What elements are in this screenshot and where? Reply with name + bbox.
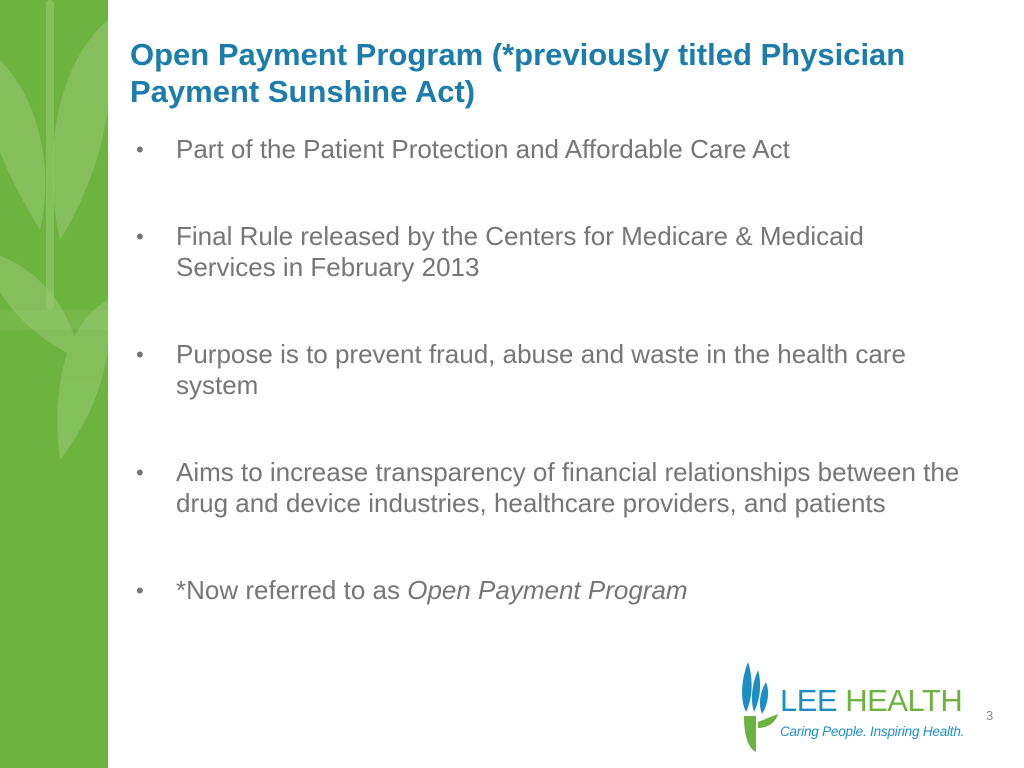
- bullet-text-italic: Open Payment Program: [407, 575, 688, 605]
- logo-tagline: Caring People. Inspiring Health.: [780, 724, 965, 739]
- logo-word-lee: LEE: [780, 683, 838, 718]
- logo-leaf-icon: [738, 660, 782, 755]
- slide-title: Open Payment Program (*previously titled Physician Payment Sunshine Act): [130, 37, 906, 109]
- bullet-item: [136, 457, 966, 519]
- bullet-dot: •: [136, 342, 144, 367]
- bullet-list: [136, 134, 966, 606]
- bullet-item: [136, 221, 966, 283]
- bullet-text-prefix: *Now referred to as: [176, 575, 408, 605]
- logo-word-health: HEALTH: [837, 683, 963, 718]
- bullet-text: Part of the Patient Protection and Affordable Care Act: [176, 134, 790, 164]
- lee-health-logo: [738, 660, 968, 755]
- bullet-item: [136, 134, 966, 165]
- bullet-text: [176, 575, 688, 605]
- bullet-text: Purpose is to prevent fraud, abuse and waste in the health care system: [176, 339, 906, 400]
- bullet-dot: •: [136, 578, 144, 603]
- side-decorative-band: [0, 0, 108, 768]
- page-number: 3: [986, 708, 994, 723]
- bullet-dot: •: [136, 224, 144, 249]
- bullet-dot: •: [136, 460, 144, 485]
- logo-wordmark: [780, 684, 962, 718]
- bullet-text: Final Rule released by the Centers for Medicare & Medicaid Services in February 2013: [176, 221, 864, 282]
- bullet-dot: •: [136, 137, 144, 162]
- bullet-item: [136, 575, 966, 606]
- bullet-text: Aims to increase transparency of financial relationships between the drug and device industries, healthcare providers, and patients: [176, 457, 960, 518]
- bullet-item: [136, 339, 966, 401]
- leaf-pattern-icon: [0, 0, 108, 768]
